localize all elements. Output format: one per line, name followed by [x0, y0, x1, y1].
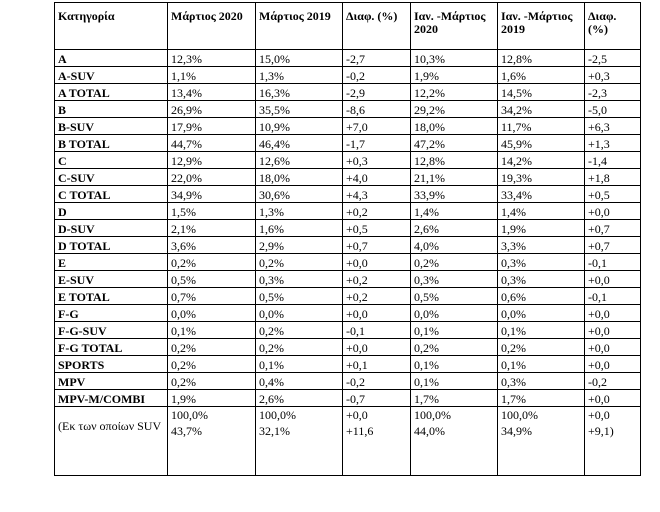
table-row	[55, 373, 641, 390]
cell-jan-march-2019: 1,6%	[498, 67, 585, 84]
cell-jan-march-2019: 1,4%	[498, 203, 585, 220]
cell-diff-march: +7,0	[343, 118, 411, 135]
suv-value: 32,1%	[259, 424, 290, 438]
suv-value: 43,7%	[171, 424, 202, 438]
cell-diff-march: +0,7	[343, 237, 411, 254]
cell-march-2020: 2,1%	[168, 220, 256, 237]
row-category: A TOTAL	[55, 84, 168, 101]
cell-diff-march: +0,0	[343, 254, 411, 271]
header-category: Κατηγορία	[55, 3, 168, 50]
cell-jan-march-2019: 14,2%	[498, 152, 585, 169]
table-row	[55, 356, 641, 373]
totals-row	[55, 407, 641, 476]
cell-march-2019: 0,0%	[256, 305, 343, 322]
cell-jan-march-2020: 2,6%	[411, 220, 498, 237]
cell-diff-ytd: -2,3	[585, 84, 641, 101]
cell-march-2019: 0,1%	[256, 356, 343, 373]
row-category: E TOTAL	[55, 288, 168, 305]
table-row	[55, 271, 641, 288]
cell-jan-march-2020: 0,1%	[411, 356, 498, 373]
cell-diff-ytd: +0,5	[585, 186, 641, 203]
row-category: F-G-SUV	[55, 322, 168, 339]
cell-march-2019: 10,9%	[256, 118, 343, 135]
cell-jan-march-2020: 47,2%	[411, 135, 498, 152]
cell-diff-march: +0,5	[343, 220, 411, 237]
cell-march-2020: 0,2%	[168, 373, 256, 390]
cell-diff-march: +0,2	[343, 271, 411, 288]
cell-march-2019: 12,6%	[256, 152, 343, 169]
table-row	[55, 135, 641, 152]
cell-march-2020: 0,0%	[168, 305, 256, 322]
cell-march-2019: 0,2%	[256, 339, 343, 356]
cell-jan-march-2020: 4,0%	[411, 237, 498, 254]
cell-jan-march-2019: 19,3%	[498, 169, 585, 186]
cell-diff-ytd: +0,0	[585, 322, 641, 339]
cell-jan-march-2020: 0,1%	[411, 373, 498, 390]
cell-diff-march: -0,2	[343, 373, 411, 390]
totals-section	[55, 407, 641, 476]
row-category: E	[55, 254, 168, 271]
cell-diff-march: +0,1	[343, 356, 411, 373]
cell-jan-march-2019: 45,9%	[498, 135, 585, 152]
totals-march-2019	[256, 407, 343, 476]
totals-diff-ytd	[585, 407, 641, 476]
cell-jan-march-2020: 0,2%	[411, 254, 498, 271]
header-row	[55, 3, 641, 50]
table-row	[55, 152, 641, 169]
cell-march-2019: 35,5%	[256, 101, 343, 118]
cell-march-2020: 44,7%	[168, 135, 256, 152]
cell-march-2020: 26,9%	[168, 101, 256, 118]
row-category: MPV-M/COMBI	[55, 390, 168, 407]
table-row	[55, 50, 641, 67]
cell-diff-ytd: +0,7	[585, 237, 641, 254]
header-march-2020: Μάρτιος 2020	[168, 3, 256, 50]
table-row	[55, 339, 641, 356]
totals-march-2020	[168, 407, 256, 476]
cell-jan-march-2020: 0,5%	[411, 288, 498, 305]
cell-diff-march: -2,7	[343, 50, 411, 67]
cell-march-2020: 1,9%	[168, 390, 256, 407]
total-value: 100,0%	[171, 408, 208, 422]
totals-diff-march	[343, 407, 411, 476]
cell-diff-ytd: +0,0	[585, 356, 641, 373]
cell-diff-ytd: -5,0	[585, 101, 641, 118]
row-category: E-SUV	[55, 271, 168, 288]
cell-jan-march-2020: 0,3%	[411, 271, 498, 288]
row-category: D-SUV	[55, 220, 168, 237]
table-row	[55, 390, 641, 407]
table-row	[55, 220, 641, 237]
total-value: 100,0%	[259, 408, 296, 422]
row-category: C TOTAL	[55, 186, 168, 203]
cell-jan-march-2020: 1,9%	[411, 67, 498, 84]
cell-jan-march-2019: 0,6%	[498, 288, 585, 305]
cell-march-2019: 2,6%	[256, 390, 343, 407]
cell-jan-march-2020: 1,4%	[411, 203, 498, 220]
row-category: B	[55, 101, 168, 118]
row-category: C-SUV	[55, 169, 168, 186]
cell-march-2019: 0,3%	[256, 271, 343, 288]
row-category: F-G	[55, 305, 168, 322]
total-value: 100,0%	[501, 408, 538, 422]
cell-march-2020: 34,9%	[168, 186, 256, 203]
cell-jan-march-2020: 18,0%	[411, 118, 498, 135]
cell-diff-ytd: +0,0	[585, 390, 641, 407]
cell-jan-march-2020: 0,1%	[411, 322, 498, 339]
cell-march-2020: 12,3%	[168, 50, 256, 67]
cell-diff-march: +4,3	[343, 186, 411, 203]
cell-march-2019: 1,6%	[256, 220, 343, 237]
table-row	[55, 288, 641, 305]
cell-march-2019: 30,6%	[256, 186, 343, 203]
cell-jan-march-2020: 12,2%	[411, 84, 498, 101]
cell-jan-march-2019: 0,3%	[498, 254, 585, 271]
cell-diff-ytd: +1,3	[585, 135, 641, 152]
cell-jan-march-2019: 0,3%	[498, 373, 585, 390]
cell-diff-march: +4,0	[343, 169, 411, 186]
table-row	[55, 237, 641, 254]
totals-jan-march-2019	[498, 407, 585, 476]
cell-march-2020: 17,9%	[168, 118, 256, 135]
cell-march-2020: 13,4%	[168, 84, 256, 101]
cell-march-2019: 46,4%	[256, 135, 343, 152]
table-row	[55, 186, 641, 203]
cell-march-2019: 1,3%	[256, 203, 343, 220]
cell-march-2020: 0,2%	[168, 254, 256, 271]
cell-diff-march: -8,6	[343, 101, 411, 118]
cell-diff-ytd: +1,8	[585, 169, 641, 186]
cell-jan-march-2019: 0,2%	[498, 339, 585, 356]
header-march-2019: Μάρτιος 2019	[256, 3, 343, 50]
totals-jan-march-2020	[411, 407, 498, 476]
row-category: SPORTS	[55, 356, 168, 373]
table-body	[55, 3, 641, 407]
cell-diff-march: +0,3	[343, 152, 411, 169]
header-diff-ytd: Διαφ. (%)	[585, 3, 641, 50]
cell-jan-march-2019: 1,7%	[498, 390, 585, 407]
table-row	[55, 67, 641, 84]
cell-jan-march-2019: 0,0%	[498, 305, 585, 322]
cell-march-2019: 1,3%	[256, 67, 343, 84]
cell-march-2020: 12,9%	[168, 152, 256, 169]
cell-march-2019: 18,0%	[256, 169, 343, 186]
cell-diff-march: -0,7	[343, 390, 411, 407]
cell-diff-ytd: -1,4	[585, 152, 641, 169]
cell-diff-ytd: +0,0	[585, 203, 641, 220]
cell-jan-march-2020: 10,3%	[411, 50, 498, 67]
cell-jan-march-2019: 0,1%	[498, 356, 585, 373]
cell-diff-ytd: -2,5	[585, 50, 641, 67]
cell-diff-march: -0,2	[343, 67, 411, 84]
cell-diff-march: +0,0	[343, 339, 411, 356]
cell-jan-march-2020: 0,2%	[411, 339, 498, 356]
cell-jan-march-2019: 0,3%	[498, 271, 585, 288]
row-category: A-SUV	[55, 67, 168, 84]
cell-march-2020: 0,7%	[168, 288, 256, 305]
row-category: A	[55, 50, 168, 67]
table-row	[55, 322, 641, 339]
table-row	[55, 305, 641, 322]
row-category: MPV	[55, 373, 168, 390]
cell-jan-march-2019: 33,4%	[498, 186, 585, 203]
total-value: 100,0%	[414, 408, 451, 422]
total-value: +0,0	[588, 408, 610, 422]
cell-diff-march: +0,2	[343, 288, 411, 305]
cell-jan-march-2019: 0,1%	[498, 322, 585, 339]
cell-march-2020: 22,0%	[168, 169, 256, 186]
cell-diff-ytd: -0,1	[585, 288, 641, 305]
cell-march-2020: 1,5%	[168, 203, 256, 220]
cell-jan-march-2020: 33,9%	[411, 186, 498, 203]
cell-diff-ytd: -0,1	[585, 254, 641, 271]
cell-jan-march-2019: 14,5%	[498, 84, 585, 101]
table-row	[55, 101, 641, 118]
table-row	[55, 169, 641, 186]
cell-jan-march-2019: 34,2%	[498, 101, 585, 118]
row-category: F-G TOTAL	[55, 339, 168, 356]
cell-jan-march-2020: 1,7%	[411, 390, 498, 407]
cell-march-2019: 2,9%	[256, 237, 343, 254]
cell-march-2019: 0,4%	[256, 373, 343, 390]
cell-jan-march-2020: 12,8%	[411, 152, 498, 169]
cell-march-2019: 0,5%	[256, 288, 343, 305]
cell-jan-march-2019: 1,9%	[498, 220, 585, 237]
cell-jan-march-2019: 11,7%	[498, 118, 585, 135]
cell-march-2020: 1,1%	[168, 67, 256, 84]
table-row	[55, 84, 641, 101]
cell-march-2019: 15,0%	[256, 50, 343, 67]
cell-diff-march: +0,0	[343, 305, 411, 322]
cell-march-2020: 3,6%	[168, 237, 256, 254]
suv-value: +9,1)	[588, 424, 614, 438]
table-row	[55, 254, 641, 271]
cell-jan-march-2019: 12,8%	[498, 50, 585, 67]
cell-diff-ytd: -0,2	[585, 373, 641, 390]
cell-diff-ytd: +0,0	[585, 271, 641, 288]
header-jan-march-2019: Ιαν. -Μάρτιος 2019	[498, 3, 585, 50]
cell-diff-ytd: +0,3	[585, 67, 641, 84]
cell-jan-march-2020: 21,1%	[411, 169, 498, 186]
row-category: D TOTAL	[55, 237, 168, 254]
cell-diff-ytd: +6,3	[585, 118, 641, 135]
totals-category: (Εκ των οποίων SUV	[55, 407, 168, 476]
suv-value: 44,0%	[414, 424, 445, 438]
cell-diff-ytd: +0,7	[585, 220, 641, 237]
row-category: C	[55, 152, 168, 169]
cell-diff-march: +0,2	[343, 203, 411, 220]
cell-march-2020: 0,1%	[168, 322, 256, 339]
cell-march-2019: 16,3%	[256, 84, 343, 101]
suv-value: +11,6	[346, 424, 374, 438]
cell-diff-ytd: +0,0	[585, 339, 641, 356]
cell-march-2019: 0,2%	[256, 322, 343, 339]
row-category: D	[55, 203, 168, 220]
table-row	[55, 203, 641, 220]
cell-march-2020: 0,2%	[168, 339, 256, 356]
suv-value: 34,9%	[501, 424, 532, 438]
cell-jan-march-2020: 0,0%	[411, 305, 498, 322]
row-category: B TOTAL	[55, 135, 168, 152]
cell-march-2019: 0,2%	[256, 254, 343, 271]
cell-diff-march: -0,1	[343, 322, 411, 339]
row-category: B-SUV	[55, 118, 168, 135]
cell-march-2020: 0,5%	[168, 271, 256, 288]
total-value: +0,0	[346, 408, 368, 422]
cell-diff-ytd: +0,0	[585, 305, 641, 322]
market-share-table	[54, 2, 641, 476]
header-jan-march-2020: Ιαν. -Μάρτιος 2020	[411, 3, 498, 50]
cell-march-2020: 0,2%	[168, 356, 256, 373]
header-diff-march: Διαφ. (%)	[343, 3, 411, 50]
cell-diff-march: -1,7	[343, 135, 411, 152]
table-row	[55, 118, 641, 135]
cell-jan-march-2019: 3,3%	[498, 237, 585, 254]
cell-jan-march-2020: 29,2%	[411, 101, 498, 118]
cell-diff-march: -2,9	[343, 84, 411, 101]
